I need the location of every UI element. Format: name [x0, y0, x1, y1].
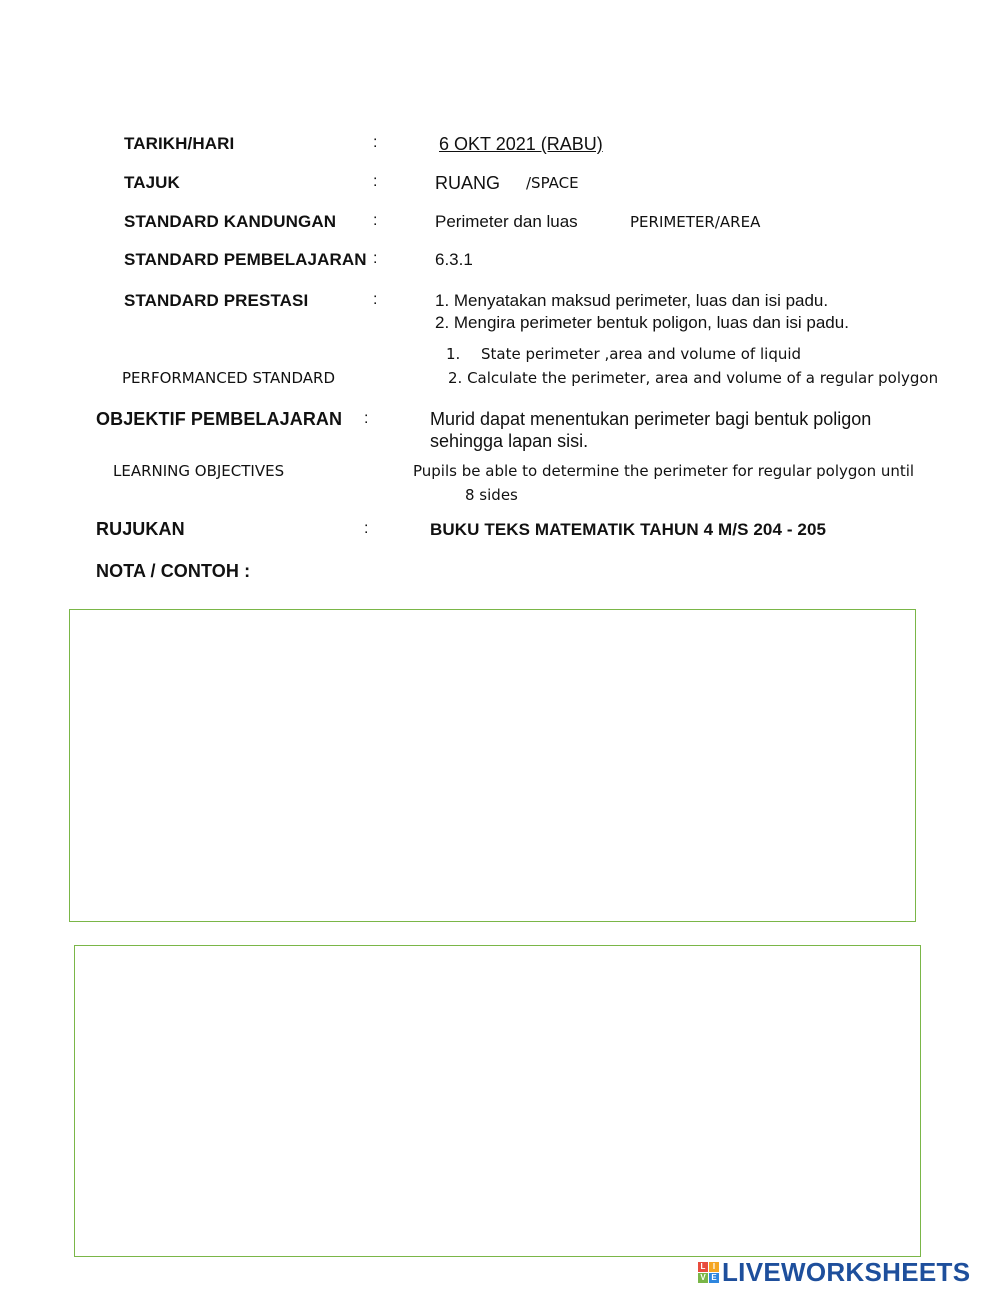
tajuk-label: TAJUK: [124, 173, 180, 192]
performance-item-1-number: 1.: [446, 345, 461, 363]
liveworksheets-logo-icon: [698, 1262, 719, 1283]
answer-box-1[interactable]: [69, 609, 916, 922]
logo-letter-e: E: [709, 1273, 719, 1283]
logo-letter-i: I: [709, 1262, 719, 1272]
objektif-colon: :: [364, 410, 369, 427]
standard-prestasi-item-1: 1. Menyatakan maksud perimeter, luas dan isi padu.: [435, 291, 829, 310]
objektif-label: OBJEKTIF PEMBELAJARAN: [96, 409, 343, 429]
standard-prestasi-item-2: 2. Mengira perimeter bentuk poligon, luas dan isi padu.: [435, 313, 849, 332]
tajuk-colon: :: [373, 173, 378, 190]
standard-kandungan-value-en: PERIMETER/AREA: [630, 213, 761, 231]
answer-box-2[interactable]: [74, 945, 921, 1257]
rujukan-value: BUKU TEKS MATEMATIK TAHUN 4 M/S 204 - 205: [430, 520, 827, 539]
standard-kandungan-value: Perimeter dan luas: [435, 212, 578, 231]
standard-pembelajaran-colon: :: [373, 250, 378, 267]
objektif-line-2: sehingga lapan sisi.: [430, 431, 589, 451]
tajuk-value-en: /SPACE: [526, 174, 579, 192]
logo-letter-l: L: [698, 1262, 708, 1272]
performance-item-2: 2. Calculate the perimeter, area and volume of a regular polygon: [448, 369, 939, 387]
objektif-line-1: Murid dapat menentukan perimeter bagi bentuk poligon: [430, 409, 872, 429]
standard-kandungan-label: STANDARD KANDUNGAN: [124, 212, 337, 231]
logo-letter-v: V: [698, 1273, 708, 1283]
tajuk-value: RUANG: [435, 173, 501, 193]
standard-prestasi-label: STANDARD PRESTASI: [124, 291, 309, 310]
learning-objectives-label: LEARNING OBJECTIVES: [113, 462, 285, 480]
rujukan-colon: :: [364, 520, 369, 537]
standard-pembelajaran-label: STANDARD PEMBELAJARAN: [124, 250, 367, 269]
liveworksheets-brand-name: LIVEWORKSHEETS: [722, 1256, 971, 1287]
nota-label: NOTA / CONTOH :: [96, 561, 251, 581]
learning-objective-line-2: 8 sides: [465, 486, 518, 504]
learning-objective-line-1: Pupils be able to determine the perimeter for regular polygon until: [413, 462, 915, 480]
standard-prestasi-colon: :: [373, 291, 378, 308]
performance-item-1: State perimeter ,area and volume of liquid: [481, 345, 802, 363]
standard-kandungan-colon: :: [373, 212, 378, 229]
standard-pembelajaran-value: 6.3.1: [435, 250, 473, 269]
tarikh-value: 6 OKT 2021 (RABU): [439, 134, 603, 154]
performance-standard-label: PERFORMANCED STANDARD: [122, 369, 336, 387]
tarikh-colon: :: [373, 134, 378, 151]
liveworksheets-logo: [698, 1257, 970, 1287]
rujukan-label: RUJUKAN: [96, 519, 185, 539]
tarikh-label: TARIKH/HARI: [124, 134, 235, 153]
